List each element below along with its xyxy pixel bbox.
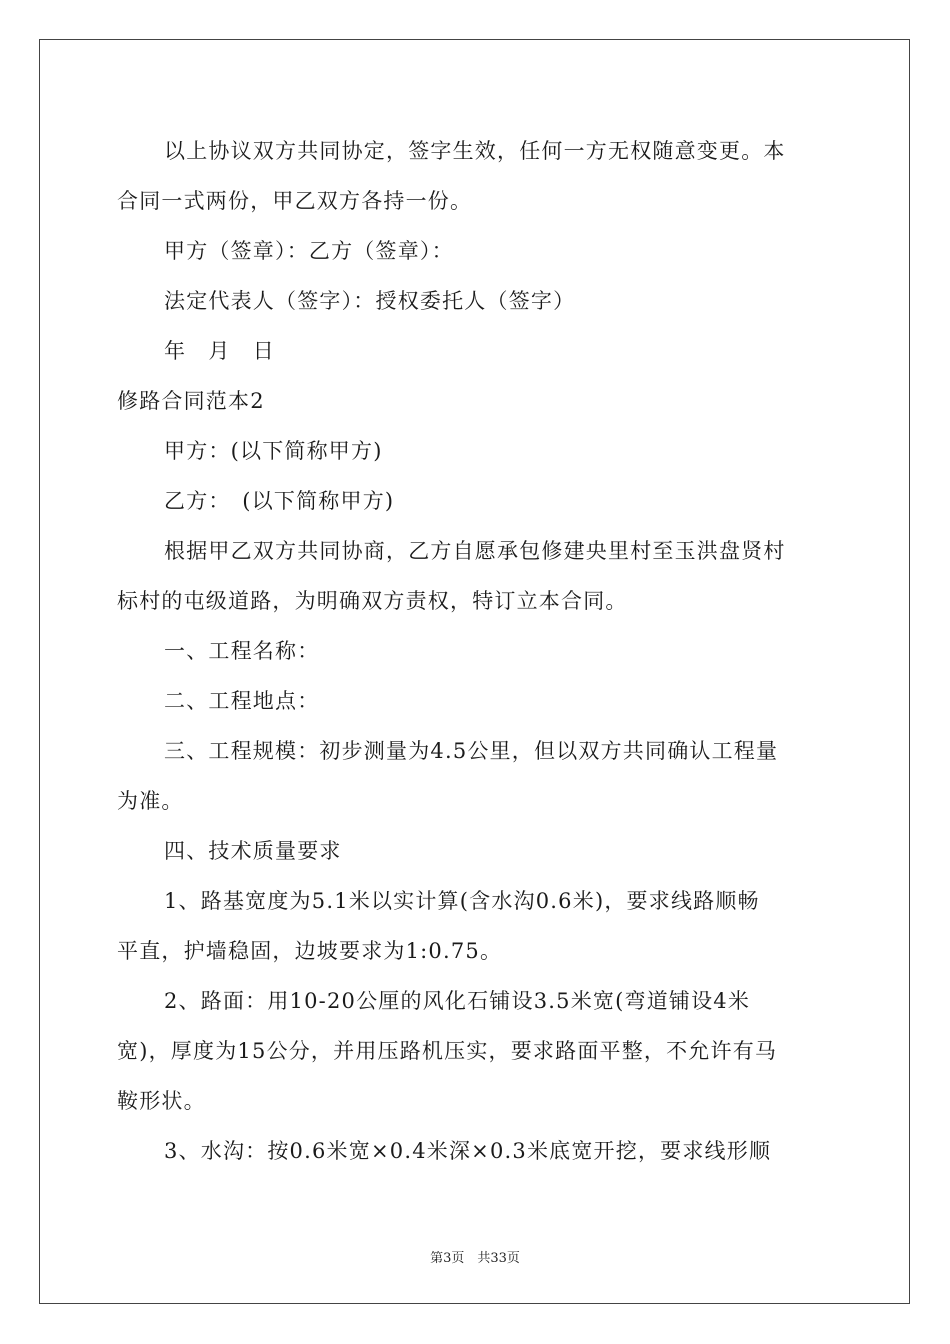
paragraph	[117, 876, 835, 976]
text-line: 三、工程规模：初步测量为4.5公里，但以双方共同确认工程量	[164, 739, 779, 763]
text-line: 甲方（签章）：乙方（签章）：	[164, 239, 454, 263]
text-line: 一、工程名称：	[164, 639, 320, 663]
text-line: 3、水沟：按0.6米宽×0.4米深×0.3米底宽开挖，要求线形顺	[164, 1139, 772, 1163]
text-line: 年 月 日	[164, 339, 275, 363]
document-body	[117, 126, 835, 1176]
text-line: 法定代表人（签字）：授权委托人（签字）	[164, 289, 576, 313]
text-line: 以上协议双方共同协定，签字生效，任何一方无权随意变更。本	[164, 139, 786, 163]
paragraph	[117, 626, 835, 676]
paragraph	[117, 126, 835, 226]
paragraph	[117, 476, 835, 526]
text-line: 鞍形状。	[117, 1089, 206, 1113]
text-line: 为准。	[117, 789, 184, 813]
text-line: 合同一式两份，甲乙双方各持一份。	[117, 189, 473, 213]
page-footer: 第3页 共33页	[430, 1251, 520, 1266]
text-line: 2、路面：用10-20公厘的风化石铺设3.5米宽(弯道铺设4米	[164, 989, 751, 1013]
paragraph	[117, 676, 835, 726]
text-line: 四、技术质量要求	[164, 839, 342, 863]
paragraph	[117, 376, 835, 426]
text-line: 乙方： (以下简称甲方)	[164, 489, 395, 513]
paragraph	[117, 426, 835, 476]
text-line: 宽)，厚度为15公分，并用压路机压实，要求路面平整，不允许有马	[117, 1039, 778, 1063]
paragraph	[117, 726, 835, 826]
paragraph	[117, 276, 835, 326]
text-line: 二、工程地点：	[164, 689, 320, 713]
paragraph	[117, 526, 835, 626]
paragraph	[117, 1126, 835, 1176]
text-line: 1、路基宽度为5.1米以实计算(含水沟0.6米)，要求线路顺畅	[164, 889, 760, 913]
paragraph	[117, 976, 835, 1126]
text-line: 平直，护墙稳固，边坡要求为1:0.75。	[117, 939, 503, 963]
text-line: 根据甲乙双方共同协商，乙方自愿承包修建央里村至玉洪盘贤村	[164, 539, 786, 563]
paragraph	[117, 326, 835, 376]
text-line: 标村的屯级道路，为明确双方责权，特订立本合同。	[117, 589, 628, 613]
paragraph	[117, 826, 835, 876]
text-line: 修路合同范本2	[117, 389, 265, 413]
text-line: 甲方：(以下简称甲方)	[164, 439, 383, 463]
paragraph	[117, 226, 835, 276]
